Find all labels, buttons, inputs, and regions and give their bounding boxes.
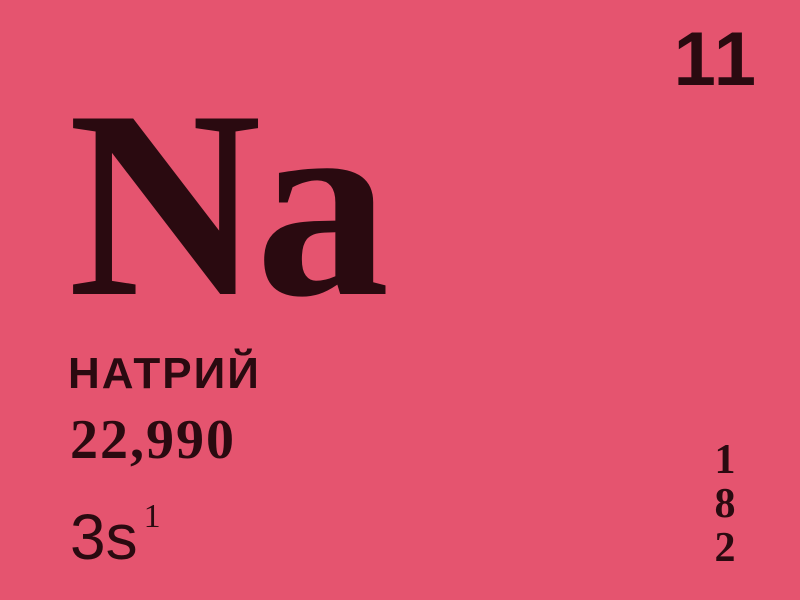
electron-shell-3: 2 — [714, 525, 736, 571]
electron-shells — [700, 438, 750, 570]
atomic-number: 11 — [673, 17, 758, 102]
electron-configuration-superscript: 1 — [143, 498, 161, 535]
electron-configuration-orbital: 3s — [70, 501, 138, 573]
electron-configuration — [70, 498, 161, 573]
atomic-mass: 22,990 — [70, 409, 236, 471]
element-symbol: Na — [68, 55, 384, 352]
electron-shell-2: 8 — [714, 481, 736, 527]
element-name: НАТРИЙ — [68, 349, 261, 398]
electron-shell-1: 1 — [714, 437, 736, 483]
